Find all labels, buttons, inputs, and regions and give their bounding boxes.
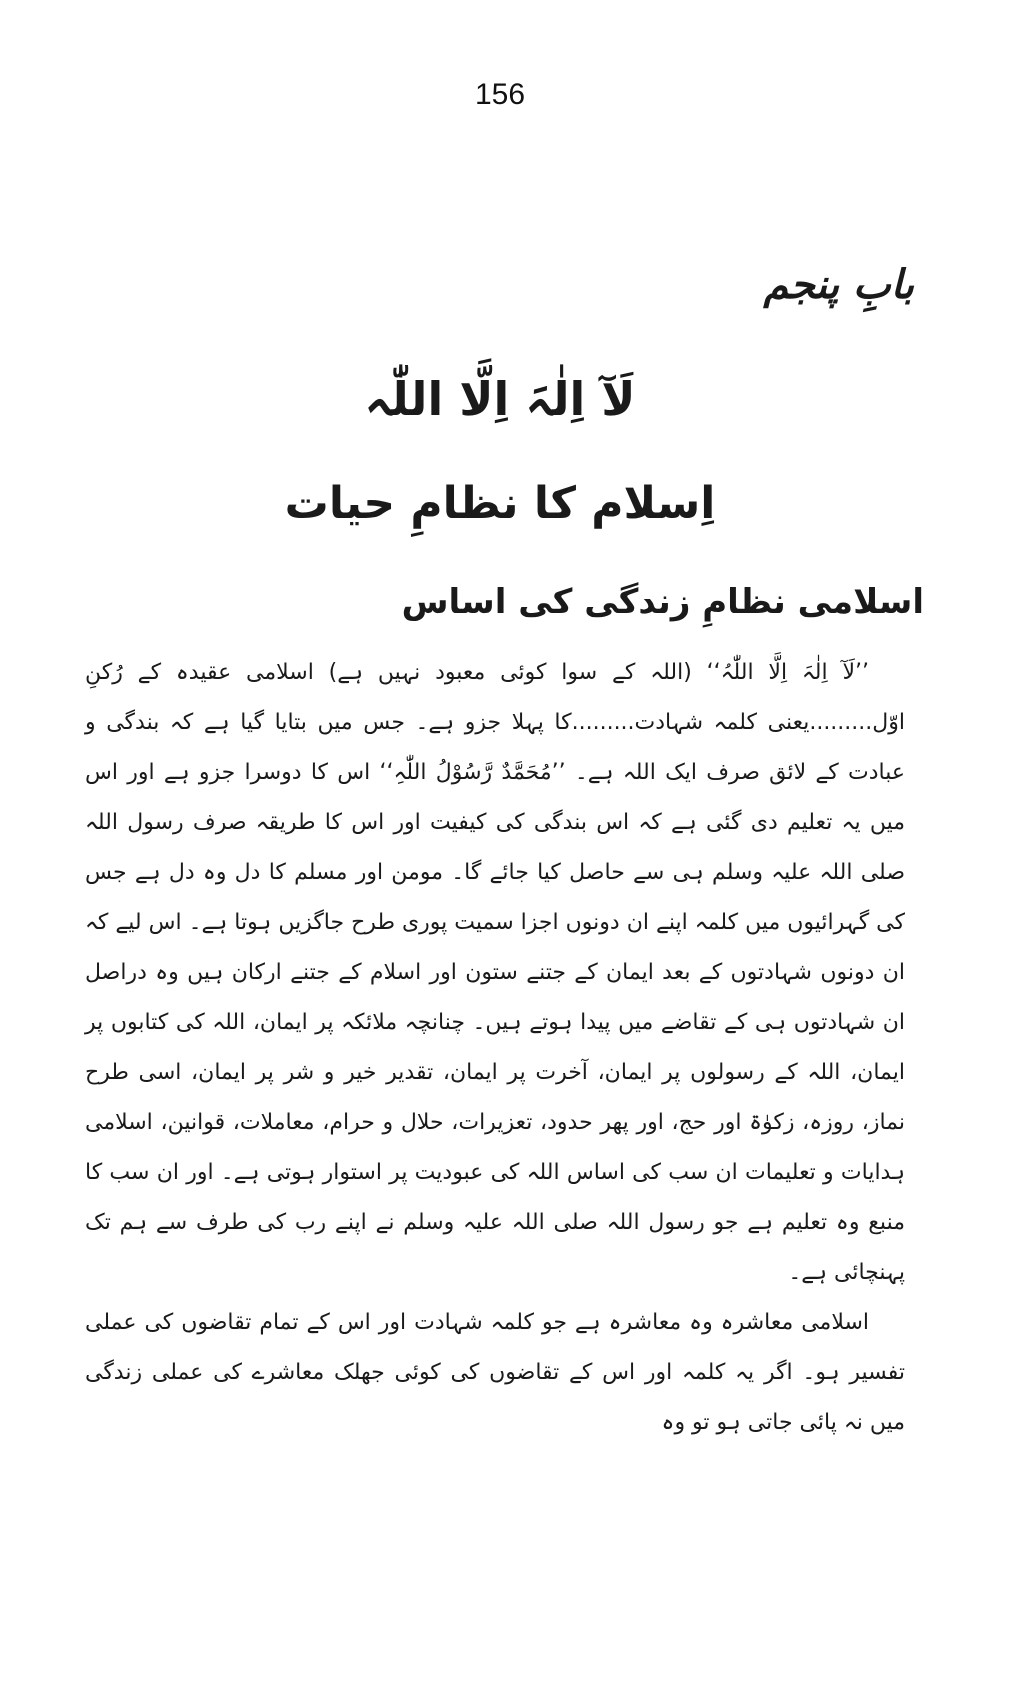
paragraph: اسلامی معاشرہ وہ معاشرہ ہے جو کلمہ شہادت اور اس کے تمام تقاضوں کی عملی تفسیر ہو۔ اگر یہ کلمہ اور اس کے تقاضوں کی کوئی جھلک معاشرے کی عملی زندگی میں نہ پائی جاتی ہو تو وہ: [85, 1310, 905, 1435]
section-heading: اسلامی نظامِ زندگی کی اساس: [401, 582, 924, 622]
chapter-heading: بابِ پنجم: [763, 262, 914, 308]
kalima-heading: لَآ اِلٰہَ اِلَّا اللّٰہ: [364, 372, 636, 426]
page-number: 156: [474, 78, 526, 111]
body-text: [85, 648, 905, 1448]
paragraph: ’’لَآ اِلٰہَ اِلَّا اللّٰہُ‘‘ (اللہ کے سوا کوئی معبود نہیں ہے) اسلامی عقیدہ کے رُکنِ اوّل.........یعنی کلمہ شہادت.........کا پہلا جزو ہے۔ جس میں بتایا گیا ہے کہ بندگی و عبادت کے لائق صرف ایک اللہ ہے۔ ’’مُحَمَّدٌ رَّسُوْلُ اللّٰہِ‘‘ اس کا دوسرا جزو ہے اور اس میں یہ تعلیم دی گئی ہے کہ اس بندگی کی کیفیت اور اس کا طریقہ صرف رسول اللہ صلی اللہ علیہ وسلم ہی سے حاصل کیا جائے گا۔ مومن اور مسلم کا دل وہ دل ہے جس کی گہرائیوں میں کلمہ اپنے ان دونوں اجزا سمیت پوری طرح جاگزیں ہوتا ہے۔ اس لیے کہ ان دونوں شہادتوں کے بعد ایمان کے جتنے ستون اور اسلام کے جتنے ارکان ہیں وہ دراصل ان شہادتوں ہی کے تقاضے میں پیدا ہوتے ہیں۔ چنانچہ ملائکہ پر ایمان، اللہ کی کتابوں پر ایمان، اللہ کے رسولوں پر ایمان، آخرت پر ایمان، تقدیر خیر و شر پر ایمان، اسی طرح نماز، روزہ، زکوٰۃ اور حج، اور پھر حدود، تعزیرات، حلال و حرام، معاملات، قوانین، اسلامی ہدایات و تعلیمات ان سب کی اساس اللہ کی عبودیت پر استوار ہوتی ہے۔ اور ان سب کا منبع وہ تعلیم ہے جو رسول اللہ صلی اللہ علیہ وسلم نے اپنے رب کی طرف سے ہم تک پہنچائی ہے۔: [85, 660, 905, 1285]
chapter-title: اِسلام کا نظامِ حیات: [284, 478, 716, 529]
